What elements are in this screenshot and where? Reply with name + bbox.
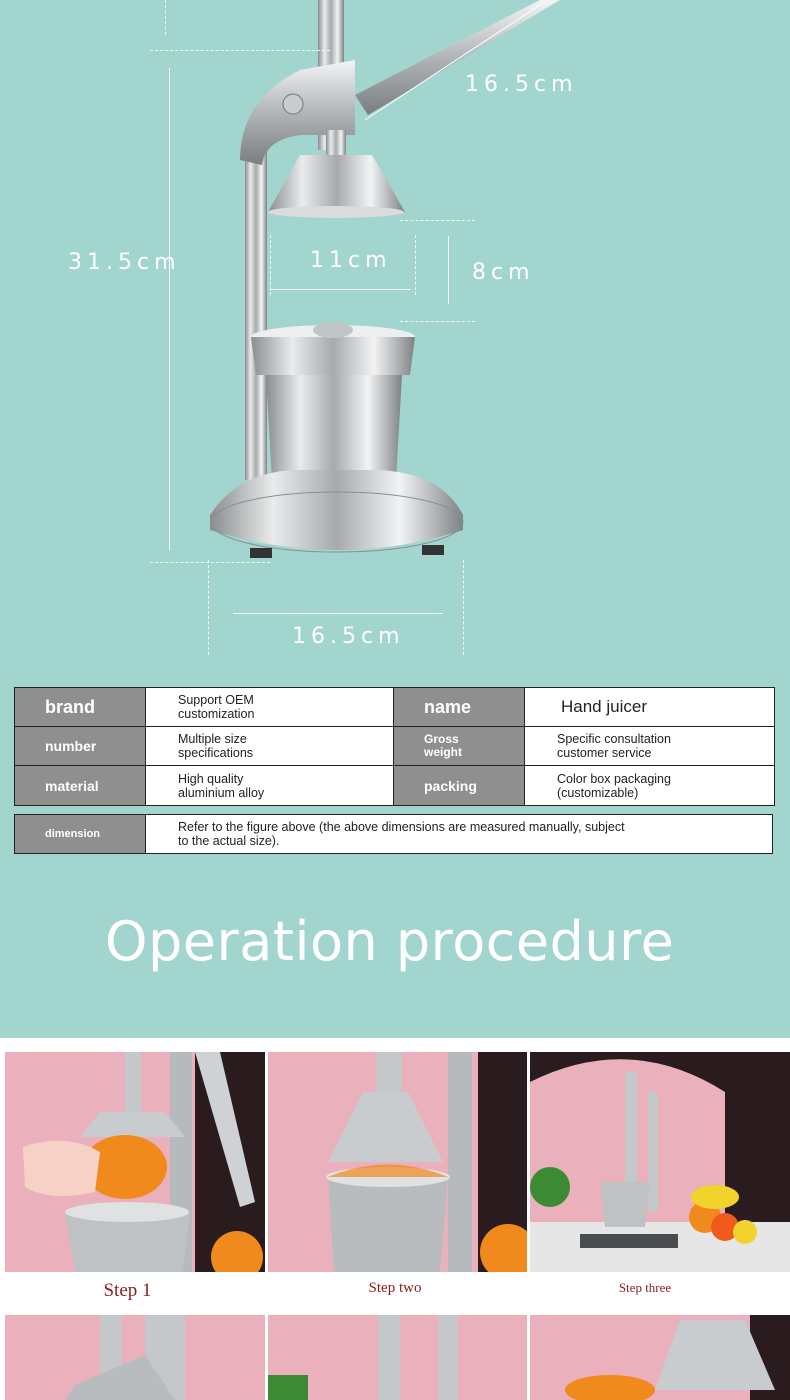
cup-diameter-label: 11cm xyxy=(310,248,392,273)
section-title: Operation procedure xyxy=(105,910,675,973)
product-dimension-illustration xyxy=(0,0,790,670)
name-value: Hand juicer xyxy=(561,697,647,716)
step-3-label: Step three xyxy=(618,1280,672,1295)
step-2-label: Step two xyxy=(368,1280,422,1296)
step-5-photo xyxy=(268,1315,527,1400)
dimension-header: dimension xyxy=(15,815,146,853)
table-row xyxy=(15,727,774,766)
brand-value: Support OEM customization xyxy=(146,688,394,726)
step-2-photo xyxy=(268,1052,527,1272)
step-6-photo xyxy=(530,1315,790,1400)
arrow-lines xyxy=(0,0,790,670)
material-value: High quality aluminium alloy xyxy=(146,766,394,805)
top-width-label: 16.5cm xyxy=(465,72,578,97)
packing-header: packing xyxy=(394,766,525,805)
name-header: name xyxy=(394,688,525,726)
table-row xyxy=(15,688,774,727)
step-1-label: Step 1 xyxy=(103,1280,152,1301)
step-3-photo xyxy=(530,1052,790,1272)
table-row xyxy=(15,766,774,805)
steps-panel xyxy=(0,1038,790,1400)
gross-weight-value: Specific consultation customer service xyxy=(557,732,671,760)
step-1-photo xyxy=(5,1052,265,1272)
packing-value: Color box packaging (customizable) xyxy=(557,771,671,800)
dimension-value: Refer to the figure above (the above dimensions are measured manually, subject to the actual size). xyxy=(178,820,625,848)
cup-height-label: 8cm xyxy=(472,260,535,285)
step-4-photo xyxy=(5,1315,265,1400)
base-width-label: 16.5cm xyxy=(292,624,405,649)
dimension-row xyxy=(14,814,773,854)
number-header: number xyxy=(15,727,146,765)
height-label: 31.5cm xyxy=(68,250,181,275)
gross-weight-header: Gross weight xyxy=(394,727,525,765)
material-header: material xyxy=(15,766,146,805)
number-value: Multiple size specifications xyxy=(146,727,394,765)
spec-table xyxy=(14,687,775,806)
brand-header: brand xyxy=(15,688,146,726)
